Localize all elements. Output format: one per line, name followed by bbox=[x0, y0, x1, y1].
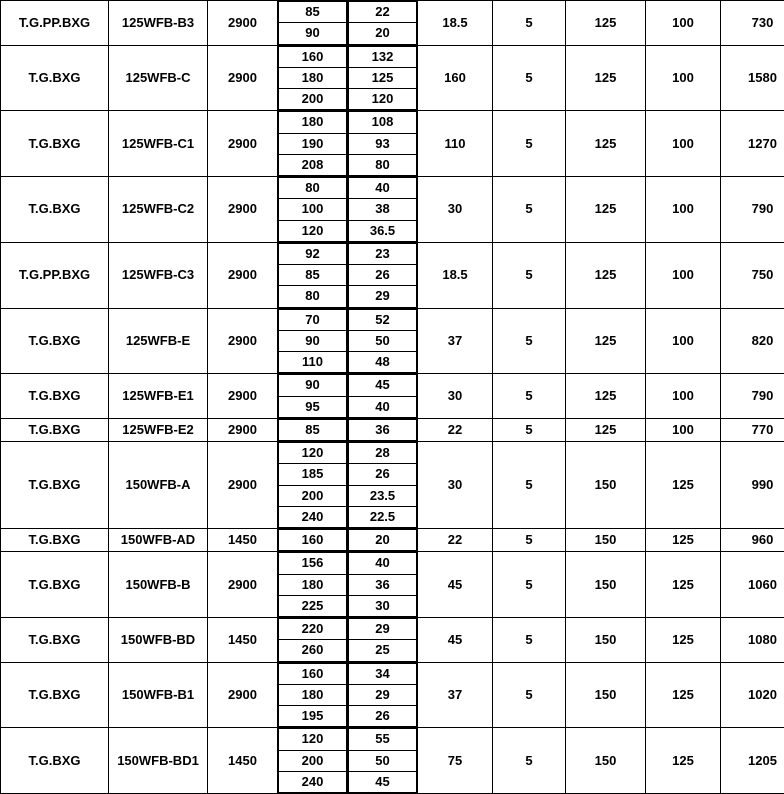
cell-head: 45 bbox=[349, 375, 417, 396]
cell-speed: 2900 bbox=[208, 418, 278, 441]
cell-model: 150WFB-BD1 bbox=[109, 728, 208, 794]
cell-inlet: 5 bbox=[493, 529, 566, 552]
cell-head: 50 bbox=[349, 330, 417, 351]
cell-power: 22 bbox=[418, 418, 493, 441]
cell-flow-group bbox=[278, 374, 348, 419]
cell-brand: T.G.BXG bbox=[1, 45, 109, 111]
cell-inlet: 5 bbox=[493, 374, 566, 419]
cell-brand: T.G.BXG bbox=[1, 728, 109, 794]
cell-flow: 80 bbox=[279, 286, 347, 307]
cell-head: 38 bbox=[349, 199, 417, 220]
cell-weight: 790 bbox=[721, 177, 784, 243]
cell-flow: 200 bbox=[279, 750, 347, 771]
cell-flow: 120 bbox=[279, 220, 347, 241]
cell-head: 125 bbox=[349, 67, 417, 88]
cell-head: 29 bbox=[349, 684, 417, 705]
cell-outlet: 150 bbox=[566, 552, 646, 618]
cell-impeller: 125 bbox=[646, 618, 721, 663]
table-body bbox=[1, 1, 784, 794]
cell-head: 45 bbox=[349, 771, 417, 792]
cell-power: 30 bbox=[418, 374, 493, 419]
cell-head: 25 bbox=[349, 640, 417, 661]
cell-head-group bbox=[348, 618, 418, 663]
cell-head: 23.5 bbox=[349, 485, 417, 506]
cell-head: 26 bbox=[349, 706, 417, 727]
cell-head: 48 bbox=[349, 352, 417, 373]
cell-model: 125WFB-C bbox=[109, 45, 208, 111]
cell-head: 22 bbox=[349, 2, 417, 23]
cell-head: 55 bbox=[349, 729, 417, 750]
cell-flow: 85 bbox=[279, 265, 347, 286]
cell-outlet: 125 bbox=[566, 418, 646, 441]
cell-outlet: 125 bbox=[566, 242, 646, 308]
cell-power: 37 bbox=[418, 308, 493, 374]
cell-head-group bbox=[348, 662, 418, 728]
cell-inlet: 5 bbox=[493, 728, 566, 794]
cell-outlet: 125 bbox=[566, 374, 646, 419]
cell-weight: 1580 bbox=[721, 45, 784, 111]
cell-flow: 90 bbox=[279, 330, 347, 351]
cell-head-group bbox=[348, 374, 418, 419]
cell-flow: 85 bbox=[279, 419, 347, 440]
cell-brand: T.G.PP.BXG bbox=[1, 242, 109, 308]
cell-model: 150WFB-B1 bbox=[109, 662, 208, 728]
cell-weight: 750 bbox=[721, 242, 784, 308]
cell-inlet: 5 bbox=[493, 552, 566, 618]
cell-model: 150WFB-B bbox=[109, 552, 208, 618]
cell-flow: 120 bbox=[279, 729, 347, 750]
cell-flow: 80 bbox=[279, 178, 347, 199]
cell-flow: 92 bbox=[279, 243, 347, 264]
cell-flow-group bbox=[278, 442, 348, 529]
cell-flow: 185 bbox=[279, 464, 347, 485]
cell-flow-group bbox=[278, 177, 348, 243]
cell-flow-group bbox=[278, 552, 348, 618]
cell-flow-group bbox=[278, 662, 348, 728]
cell-outlet: 125 bbox=[566, 111, 646, 177]
cell-flow: 160 bbox=[279, 663, 347, 684]
cell-flow: 180 bbox=[279, 574, 347, 595]
cell-power: 45 bbox=[418, 618, 493, 663]
cell-inlet: 5 bbox=[493, 45, 566, 111]
cell-speed: 2900 bbox=[208, 177, 278, 243]
cell-outlet: 150 bbox=[566, 728, 646, 794]
cell-brand: T.G.BXG bbox=[1, 418, 109, 441]
cell-head: 50 bbox=[349, 750, 417, 771]
cell-head-group bbox=[348, 418, 418, 441]
cell-inlet: 5 bbox=[493, 1, 566, 46]
cell-speed: 2900 bbox=[208, 442, 278, 529]
cell-flow: 195 bbox=[279, 706, 347, 727]
cell-power: 30 bbox=[418, 442, 493, 529]
cell-head-group bbox=[348, 552, 418, 618]
cell-head: 20 bbox=[349, 23, 417, 44]
cell-impeller: 100 bbox=[646, 418, 721, 441]
cell-flow: 200 bbox=[279, 89, 347, 110]
cell-speed: 2900 bbox=[208, 308, 278, 374]
cell-head: 52 bbox=[349, 309, 417, 330]
cell-head: 40 bbox=[349, 396, 417, 417]
cell-head: 80 bbox=[349, 154, 417, 175]
cell-speed: 2900 bbox=[208, 45, 278, 111]
cell-flow: 220 bbox=[279, 619, 347, 640]
cell-power: 37 bbox=[418, 662, 493, 728]
cell-head-group bbox=[348, 177, 418, 243]
table-row bbox=[1, 662, 784, 728]
cell-flow: 70 bbox=[279, 309, 347, 330]
cell-brand: T.G.BXG bbox=[1, 618, 109, 663]
table-row bbox=[1, 374, 784, 419]
cell-model: 125WFB-E bbox=[109, 308, 208, 374]
cell-head: 36 bbox=[349, 574, 417, 595]
cell-flow-group bbox=[278, 418, 348, 441]
cell-outlet: 150 bbox=[566, 442, 646, 529]
cell-impeller: 125 bbox=[646, 442, 721, 529]
cell-flow-group bbox=[278, 242, 348, 308]
cell-model: 125WFB-C1 bbox=[109, 111, 208, 177]
cell-outlet: 150 bbox=[566, 529, 646, 552]
cell-outlet: 125 bbox=[566, 308, 646, 374]
cell-weight: 1270 bbox=[721, 111, 784, 177]
cell-inlet: 5 bbox=[493, 618, 566, 663]
cell-model: 150WFB-BD bbox=[109, 618, 208, 663]
cell-power: 160 bbox=[418, 45, 493, 111]
cell-brand: T.G.BXG bbox=[1, 552, 109, 618]
cell-head-group bbox=[348, 1, 418, 46]
cell-impeller: 100 bbox=[646, 45, 721, 111]
cell-inlet: 5 bbox=[493, 242, 566, 308]
cell-weight: 790 bbox=[721, 374, 784, 419]
cell-head-group bbox=[348, 442, 418, 529]
cell-flow-group bbox=[278, 45, 348, 111]
cell-model: 150WFB-AD bbox=[109, 529, 208, 552]
cell-outlet: 125 bbox=[566, 45, 646, 111]
cell-flow: 100 bbox=[279, 199, 347, 220]
cell-brand: T.G.BXG bbox=[1, 662, 109, 728]
cell-flow: 160 bbox=[279, 46, 347, 67]
cell-flow: 120 bbox=[279, 443, 347, 464]
cell-flow: 90 bbox=[279, 23, 347, 44]
cell-head: 20 bbox=[349, 530, 417, 551]
cell-impeller: 125 bbox=[646, 552, 721, 618]
cell-model: 125WFB-B3 bbox=[109, 1, 208, 46]
cell-outlet: 125 bbox=[566, 177, 646, 243]
cell-weight: 770 bbox=[721, 418, 784, 441]
cell-brand: T.G.BXG bbox=[1, 442, 109, 529]
cell-model: 125WFB-C3 bbox=[109, 242, 208, 308]
cell-head: 26 bbox=[349, 265, 417, 286]
table-row bbox=[1, 45, 784, 111]
cell-flow: 190 bbox=[279, 133, 347, 154]
cell-impeller: 100 bbox=[646, 374, 721, 419]
cell-weight: 990 bbox=[721, 442, 784, 529]
cell-inlet: 5 bbox=[493, 308, 566, 374]
cell-speed: 2900 bbox=[208, 552, 278, 618]
cell-impeller: 100 bbox=[646, 111, 721, 177]
cell-speed: 2900 bbox=[208, 242, 278, 308]
cell-brand: T.G.BXG bbox=[1, 374, 109, 419]
cell-speed: 1450 bbox=[208, 618, 278, 663]
cell-flow: 240 bbox=[279, 771, 347, 792]
table-row bbox=[1, 728, 784, 794]
table-row bbox=[1, 111, 784, 177]
cell-head-group bbox=[348, 728, 418, 794]
cell-flow: 180 bbox=[279, 67, 347, 88]
cell-head: 23 bbox=[349, 243, 417, 264]
cell-flow: 260 bbox=[279, 640, 347, 661]
table-row bbox=[1, 552, 784, 618]
cell-flow: 85 bbox=[279, 2, 347, 23]
cell-impeller: 100 bbox=[646, 242, 721, 308]
cell-head: 36 bbox=[349, 419, 417, 440]
cell-head: 108 bbox=[349, 112, 417, 133]
cell-flow: 180 bbox=[279, 684, 347, 705]
cell-head-group bbox=[348, 45, 418, 111]
cell-brand: T.G.BXG bbox=[1, 529, 109, 552]
cell-head: 29 bbox=[349, 619, 417, 640]
cell-head: 120 bbox=[349, 89, 417, 110]
cell-head-group bbox=[348, 242, 418, 308]
cell-weight: 1020 bbox=[721, 662, 784, 728]
table-row bbox=[1, 308, 784, 374]
cell-flow-group bbox=[278, 529, 348, 552]
cell-weight: 1080 bbox=[721, 618, 784, 663]
cell-flow: 180 bbox=[279, 112, 347, 133]
cell-flow: 225 bbox=[279, 595, 347, 616]
cell-outlet: 150 bbox=[566, 662, 646, 728]
cell-brand: T.G.BXG bbox=[1, 177, 109, 243]
cell-flow-group bbox=[278, 111, 348, 177]
cell-inlet: 5 bbox=[493, 177, 566, 243]
cell-impeller: 125 bbox=[646, 728, 721, 794]
cell-flow-group bbox=[278, 1, 348, 46]
cell-power: 45 bbox=[418, 552, 493, 618]
cell-power: 22 bbox=[418, 529, 493, 552]
cell-flow: 95 bbox=[279, 396, 347, 417]
cell-speed: 2900 bbox=[208, 662, 278, 728]
cell-speed: 1450 bbox=[208, 529, 278, 552]
cell-head: 40 bbox=[349, 553, 417, 574]
cell-head: 36.5 bbox=[349, 220, 417, 241]
cell-brand: T.G.BXG bbox=[1, 111, 109, 177]
cell-outlet: 150 bbox=[566, 618, 646, 663]
cell-head: 34 bbox=[349, 663, 417, 684]
cell-flow: 110 bbox=[279, 352, 347, 373]
cell-weight: 730 bbox=[721, 1, 784, 46]
cell-impeller: 125 bbox=[646, 662, 721, 728]
cell-model: 150WFB-A bbox=[109, 442, 208, 529]
cell-head-group bbox=[348, 308, 418, 374]
table-row bbox=[1, 618, 784, 663]
cell-flow: 160 bbox=[279, 530, 347, 551]
cell-speed: 2900 bbox=[208, 111, 278, 177]
cell-head: 26 bbox=[349, 464, 417, 485]
cell-speed: 1450 bbox=[208, 728, 278, 794]
table-row bbox=[1, 442, 784, 529]
cell-outlet: 125 bbox=[566, 1, 646, 46]
cell-head-group bbox=[348, 111, 418, 177]
cell-weight: 960 bbox=[721, 529, 784, 552]
cell-head: 30 bbox=[349, 595, 417, 616]
cell-inlet: 5 bbox=[493, 442, 566, 529]
table-row bbox=[1, 418, 784, 441]
cell-impeller: 100 bbox=[646, 1, 721, 46]
cell-head: 93 bbox=[349, 133, 417, 154]
cell-brand: T.G.PP.BXG bbox=[1, 1, 109, 46]
cell-weight: 1060 bbox=[721, 552, 784, 618]
cell-speed: 2900 bbox=[208, 374, 278, 419]
cell-head-group bbox=[348, 529, 418, 552]
cell-flow-group bbox=[278, 308, 348, 374]
cell-head: 40 bbox=[349, 178, 417, 199]
cell-inlet: 5 bbox=[493, 662, 566, 728]
cell-power: 30 bbox=[418, 177, 493, 243]
table-row bbox=[1, 177, 784, 243]
cell-weight: 820 bbox=[721, 308, 784, 374]
cell-model: 125WFB-E1 bbox=[109, 374, 208, 419]
cell-power: 18.5 bbox=[418, 242, 493, 308]
cell-impeller: 100 bbox=[646, 177, 721, 243]
cell-head: 132 bbox=[349, 46, 417, 67]
table-row bbox=[1, 242, 784, 308]
cell-speed: 2900 bbox=[208, 1, 278, 46]
table-row bbox=[1, 1, 784, 46]
cell-power: 75 bbox=[418, 728, 493, 794]
cell-model: 125WFB-C2 bbox=[109, 177, 208, 243]
cell-flow: 156 bbox=[279, 553, 347, 574]
cell-flow: 90 bbox=[279, 375, 347, 396]
cell-head: 22.5 bbox=[349, 506, 417, 527]
cell-flow-group bbox=[278, 618, 348, 663]
cell-head: 28 bbox=[349, 443, 417, 464]
cell-head: 29 bbox=[349, 286, 417, 307]
cell-model: 125WFB-E2 bbox=[109, 418, 208, 441]
cell-inlet: 5 bbox=[493, 418, 566, 441]
cell-flow: 200 bbox=[279, 485, 347, 506]
cell-weight: 1205 bbox=[721, 728, 784, 794]
cell-power: 18.5 bbox=[418, 1, 493, 46]
cell-flow: 208 bbox=[279, 154, 347, 175]
cell-power: 110 bbox=[418, 111, 493, 177]
cell-impeller: 125 bbox=[646, 529, 721, 552]
cell-inlet: 5 bbox=[493, 111, 566, 177]
cell-flow-group bbox=[278, 728, 348, 794]
table-row bbox=[1, 529, 784, 552]
cell-impeller: 100 bbox=[646, 308, 721, 374]
cell-flow: 240 bbox=[279, 506, 347, 527]
cell-brand: T.G.BXG bbox=[1, 308, 109, 374]
